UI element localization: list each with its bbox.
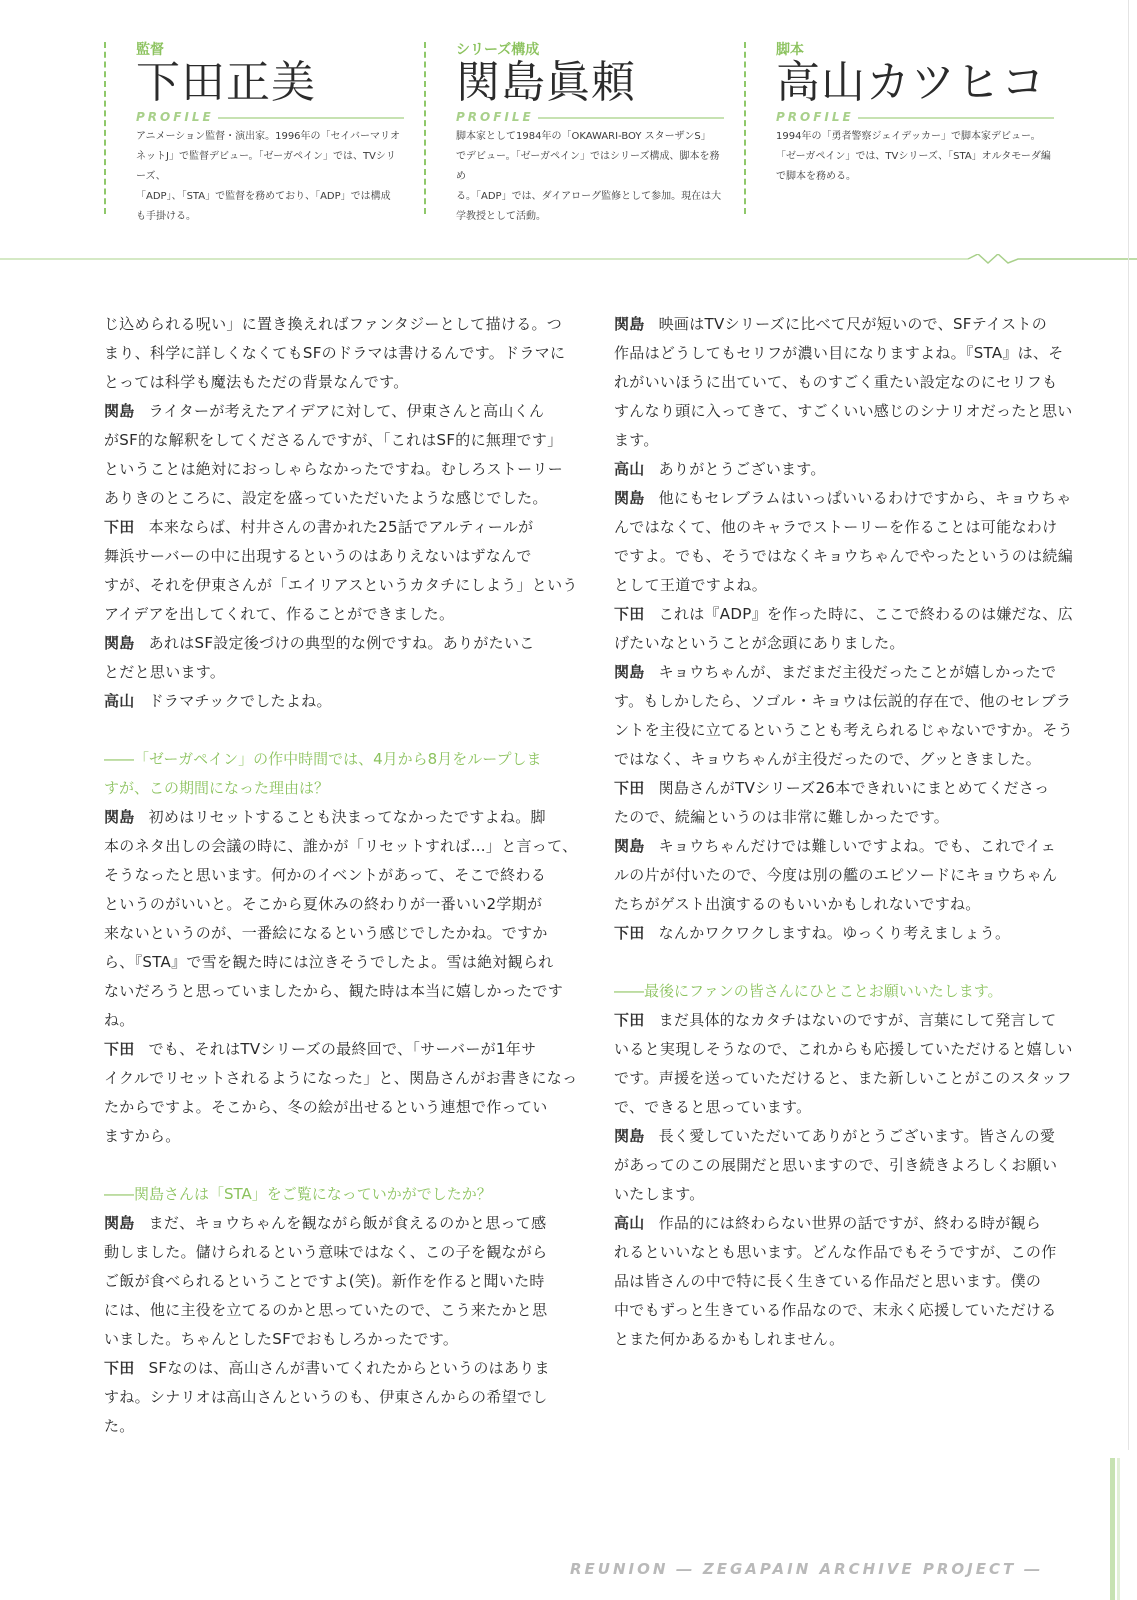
text-line: すが、それを伊東さんが「エイリアスというカタチにしよう」という xyxy=(104,576,578,594)
speaker-name: 関島 xyxy=(104,808,135,826)
interview-question xyxy=(104,1180,564,1209)
page-edge-tab xyxy=(1108,1458,1137,1600)
text-line: 中でもずっと生きている作品なので、末永く応援していただける xyxy=(614,1301,1057,1319)
text-line: げたいなということが念頭にありました。 xyxy=(614,634,905,652)
interview-paragraph xyxy=(614,310,1074,455)
profile-name: 関島眞頼 xyxy=(456,57,636,108)
page-edge-line xyxy=(1128,0,1129,1450)
speaker-name: 高山 xyxy=(614,1214,645,1232)
text-line: とだと思います。 xyxy=(104,663,226,681)
text-line: 本来ならば、村井さんの書かれた25話でアルティールが xyxy=(148,518,534,536)
text-line: たからですよ。そこから、冬の絵が出せるという連想で作ってい xyxy=(104,1098,548,1116)
text-line: には、他に主役を立てるのかと思っていたので、こう来たかと思 xyxy=(104,1301,548,1319)
paragraph-gap xyxy=(104,716,564,745)
profile-card-series-composition xyxy=(424,42,724,222)
profile-name: 高山カツヒコ xyxy=(776,57,1046,108)
speaker-name: 関島 xyxy=(104,1214,135,1232)
section-divider xyxy=(0,254,1137,264)
text-line: た。 xyxy=(104,1417,135,1435)
text-line: 来ないというのが、一番絵になるという感じでしたかね。ですか xyxy=(104,924,548,942)
interview-paragraph xyxy=(104,803,578,1035)
speaker-name: 下田 xyxy=(614,924,645,942)
interview-paragraph xyxy=(104,687,564,716)
profile-bio: アニメーション監督・演出家。1996年の「セイバーマリオ ネットJ」で監督デビュー。「ゼーガペイン」では、TVシリーズ、 「ADP」、「STA」で監督を務めており、「ADP」では構成 も手掛ける。 xyxy=(136,131,400,222)
profile-label: PROFILE xyxy=(776,109,858,125)
text-line: す。もしかしたら、ソゴル・キョウは伝説的存在で、他のセレブラ xyxy=(614,692,1072,710)
text-line: れがいいほうに出ていて、ものすごく重たい設定なのにセリフも xyxy=(614,373,1058,391)
profile-dashed-border xyxy=(424,42,426,214)
paragraph-gap xyxy=(104,1151,564,1180)
text-line: すんなり頭に入ってきて、すごくいい感じのシナリオだったと思い xyxy=(614,402,1073,420)
speaker-name: 高山 xyxy=(614,460,645,478)
paragraph-gap xyxy=(614,948,1074,977)
text-line: 関島さんがTVシリーズ26本できれいにまとめてくださっ xyxy=(658,779,1050,797)
speaker-name: 高山 xyxy=(104,692,135,710)
text-line: 動しました。儲けられるという意味ではなく、この子を観ながら xyxy=(104,1243,548,1261)
speaker-name: 関島 xyxy=(104,634,135,652)
text-line: 作品的には終わらない世界の話ですが、終わる時が観ら xyxy=(658,1214,1042,1232)
profile-section xyxy=(0,0,1137,262)
text-line: ありがとうございます。 xyxy=(658,460,826,478)
text-line: SFなのは、高山さんが書いてくれたからというのはありま xyxy=(148,1359,550,1377)
speaker-name: 下田 xyxy=(104,518,135,536)
text-line: いました。ちゃんとしたSFでおもしろかったです。 xyxy=(104,1330,459,1348)
text-line: 品は皆さんの中で特に長く生きている作品だと思います。僕の xyxy=(614,1272,1042,1290)
text-line: まだ、キョウちゃんを観ながら飯が食えるのかと思って感 xyxy=(148,1214,547,1232)
profile-bio: 1994年の「勇者警察ジェイデッカー」で脚本家デビュー。 「ゼーガペイン」では、TVシリーズ、「STA」オルタモーダ編 で脚本を務める。 xyxy=(776,131,1051,182)
profile-bio: 脚本家として1984年の「OKAWARI-BOY スターザンS」 でデビュー。「ゼーガペイン」ではシリーズ構成、脚本を務め る。「ADP」では、ダイアローグ監修として参加。現在は大 学教授として活動。 xyxy=(456,131,722,222)
interview-paragraph xyxy=(614,455,1074,484)
interview-paragraph xyxy=(614,832,1074,919)
footer xyxy=(570,1556,1110,1582)
text-line: ます。 xyxy=(614,431,659,449)
speaker-name: 下田 xyxy=(614,605,645,623)
text-line: すが、この期間になった理由は？ xyxy=(104,779,330,797)
text-line: たちがゲスト出演するのもいいかもしれないですね。 xyxy=(614,895,981,913)
text-line: ますから。 xyxy=(104,1127,181,1145)
text-line: 映画はTVシリーズに比べて尺が短いので、SFテイストの xyxy=(658,315,1048,333)
profile-dashed-border xyxy=(744,42,746,214)
interview-paragraph xyxy=(104,1354,564,1441)
speaker-name: 下田 xyxy=(104,1359,135,1377)
speaker-name: 関島 xyxy=(614,315,645,333)
profile-label: PROFILE xyxy=(136,109,218,125)
text-line: まだ具体的なカタチはないのですが、言葉にして発言して xyxy=(658,1011,1057,1029)
text-line: ら、『STA』で雪を観た時には泣きそうでしたよ。雪は絶対観られ xyxy=(104,953,554,971)
profile-name: 下田正美 xyxy=(136,57,316,108)
text-line: ありきのところに、設定を盛っていただいたような感じでした。 xyxy=(104,489,548,507)
interview-paragraph xyxy=(104,1035,578,1151)
text-line: として王道ですよね。 xyxy=(614,576,768,594)
text-line: ご飯が食べられるということですよ(笑)。新作を作ると聞いた時 xyxy=(104,1272,545,1290)
speaker-name: 関島 xyxy=(614,1127,645,1145)
text-line: とっては科学も魔法もただの背景なんです。 xyxy=(104,373,409,391)
text-line: キョウちゃんだけでは難しいですよね。でも、これでイェ xyxy=(658,837,1057,855)
profile-label: PROFILE xyxy=(456,109,538,125)
text-line: ――「ゼーガペイン」の作中時間では、4月から8月をループしま xyxy=(104,750,542,768)
text-line: ントを主役に立てるということも考えられるじゃないですか。そう xyxy=(614,721,1074,739)
text-line: そうなったと思います。何かのイベントがあって、そこで終わる xyxy=(104,866,547,884)
text-line: ――最後にファンの皆さんにひとことお願いいたします。 xyxy=(614,982,1003,1000)
text-line: ――関島さんは「STA」をご覧になっていかがでしたか？ xyxy=(104,1185,492,1203)
text-line: というのがいいと。そこから夏休みの終わりが一番いい2学期が xyxy=(104,895,543,913)
text-line: ルの片が付いたので、今度は別の艦のエピソードにキョウちゃん xyxy=(614,866,1058,884)
text-line: がSF的な解釈をしてくださるんですが、「これはSF的に無理です」 xyxy=(104,431,563,449)
text-line: たので、続編というのは非常に難しかったです。 xyxy=(614,808,950,826)
profile-dashed-border xyxy=(104,42,106,214)
text-line: です。声援を送っていただけると、また新しいことがこのスタッフ xyxy=(614,1069,1072,1087)
speaker-name: 下田 xyxy=(104,1040,135,1058)
text-line: いたします。 xyxy=(614,1185,705,1203)
speaker-name: 関島 xyxy=(614,837,645,855)
text-line: じ込められる呪い」に置き換えればファンタジーとして描ける。つ xyxy=(104,315,563,333)
speaker-name: 関島 xyxy=(614,663,645,681)
footer-text: REUNION ― ZEGAPAIN ARCHIVE PROJECT ― xyxy=(570,1560,1043,1578)
text-line: ですよ。でも、そうではなくキョウちゃんでやったというのは続編 xyxy=(614,547,1074,565)
text-line: ね。 xyxy=(104,1011,135,1029)
speaker-name: 下田 xyxy=(614,779,645,797)
interview-paragraph xyxy=(614,600,1074,658)
interview-paragraph xyxy=(614,1006,1074,1122)
interview-paragraph xyxy=(614,484,1074,600)
text-line: これは『ADP』を作った時に、ここで終わるのは嫌だな、広 xyxy=(658,605,1073,623)
text-line: 舞浜サーバーの中に出現するというのはありえないはずなんで xyxy=(104,547,532,565)
text-line: んではなくて、他のキャラでストーリーを作ることは可能なわけ xyxy=(614,518,1058,536)
text-line: キョウちゃんが、まだまだ主役だったことが嬉しかったで xyxy=(658,663,1057,681)
profile-card-director xyxy=(104,42,404,222)
interview-question xyxy=(104,745,564,803)
profile-role: 脚本 xyxy=(776,42,804,58)
interview-paragraph xyxy=(104,1209,564,1354)
text-line: ということは絶対におっしゃらなかったですね。むしろストーリー xyxy=(104,460,564,478)
speaker-name: 関島 xyxy=(104,402,135,420)
text-line: まり、科学に詳しくなくてもSFのドラマは書けるんです。ドラマに xyxy=(104,344,566,362)
text-line: イクルでリセットされるようになった」と、関島さんがお書きになっ xyxy=(104,1069,578,1087)
interview-paragraph xyxy=(614,919,1074,948)
speaker-name: 下田 xyxy=(614,1011,645,1029)
right-column xyxy=(614,310,1074,1354)
interview-question xyxy=(614,977,1074,1006)
interview-paragraph xyxy=(614,1209,1074,1354)
text-line: とまた何かあるかもしれません。 xyxy=(614,1330,845,1348)
text-line: ではなく、キョウちゃんが主役だったので、グッときました。 xyxy=(614,750,1042,768)
text-line: 初めはリセットすることも決まってなかったですよね。脚 xyxy=(148,808,546,826)
profile-card-screenplay xyxy=(744,42,1054,214)
text-line: 作品はどうしてもセリフが濃い目になりますよね。『STA』は、そ xyxy=(614,344,1064,362)
text-line: すね。シナリオは高山さんというのも、伊東さんからの希望でし xyxy=(104,1388,548,1406)
interview-paragraph xyxy=(104,629,564,687)
text-line: ライターが考えたアイデアに対して、伊東さんと高山くん xyxy=(148,402,545,420)
text-line: があってのこの展開だと思いますので、引き続きよろしくお願い xyxy=(614,1156,1058,1174)
text-line: 他にもセレブラムはいっぱいいるわけですから、キョウちゃ xyxy=(658,489,1072,507)
interview-paragraph xyxy=(614,774,1074,832)
text-line: 長く愛していただいてありがとうございます。皆さんの愛 xyxy=(658,1127,1056,1145)
speaker-name: 関島 xyxy=(614,489,645,507)
interview-paragraph xyxy=(104,397,564,513)
text-line: でも、それはTVシリーズの最終回で、「サーバーが1年サ xyxy=(148,1040,537,1058)
text-line: あれはSF設定後づけの典型的な例ですね。ありがたいこ xyxy=(148,634,535,652)
text-line: いると実現しそうなので、これからも応援していただけると嬉しい xyxy=(614,1040,1073,1058)
text-line: ドラマチックでしたよね。 xyxy=(148,692,332,710)
text-line: 本のネタ出しの会議の時に、誰かが「リセットすれば…」と言って、 xyxy=(104,837,578,855)
interview-paragraph xyxy=(614,1122,1074,1209)
left-column xyxy=(104,310,578,1441)
text-line: なんかワクワクしますね。ゆっくり考えましょう。 xyxy=(658,924,1011,942)
text-line: で、できると思っています。 xyxy=(614,1098,812,1116)
text-line: アイデアを出してくれて、作ることができました。 xyxy=(104,605,455,623)
text-line: ないだろうと思っていましたから、観た時は本当に嬉しかったです xyxy=(104,982,564,1000)
text-line: れるといいなとも思います。どんな作品でもそうですが、この作 xyxy=(614,1243,1057,1261)
interview-paragraph xyxy=(104,310,564,397)
interview-paragraph xyxy=(614,658,1074,774)
profile-role: シリーズ構成 xyxy=(456,42,540,58)
interview-paragraph xyxy=(104,513,578,629)
profile-role: 監督 xyxy=(136,42,164,58)
